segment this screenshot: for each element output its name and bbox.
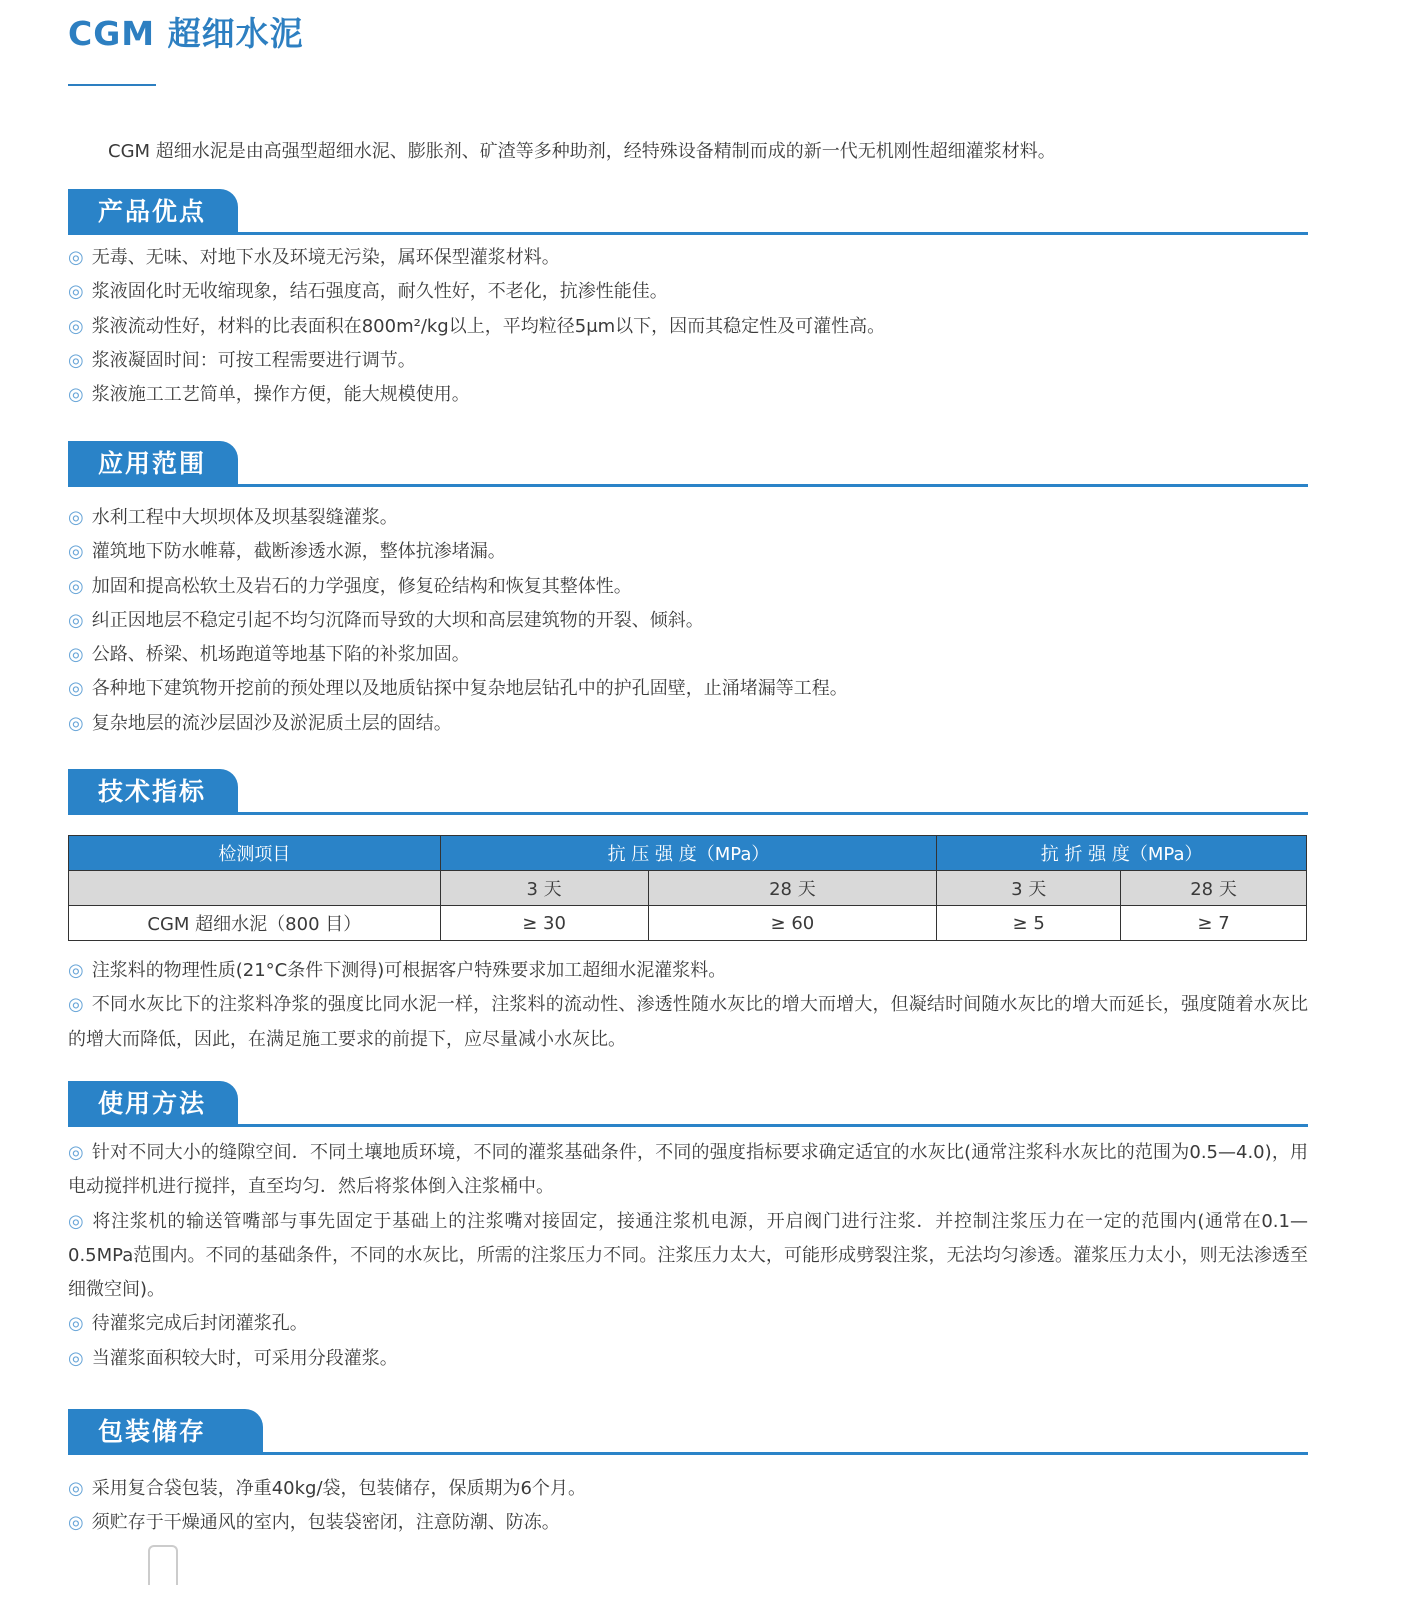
item-text: 不同水灰比下的注浆料净浆的强度比同水泥一样，注浆料的流动性、渗透性随水灰比的增大而增大，但凝结时间随水灰比的增大而延长，强度随着水灰比的增大而降低，因此，在满足施工要求的前提下，应尽量减小水灰比。 bbox=[68, 994, 1308, 1050]
item-text: 注浆料的物理性质(21°C条件下测得)可根据客户特殊要求加工超细水泥灌浆料。 bbox=[91, 960, 727, 981]
bullet-icon: ◎ bbox=[68, 1478, 84, 1499]
bullet-icon: ◎ bbox=[68, 1210, 85, 1232]
list-item bbox=[68, 1472, 1308, 1506]
sub-cell bbox=[69, 871, 441, 906]
item-text: 将注浆机的输送管嘴部与事先固定于基础上的注浆嘴对接固定，接通注浆机电源，开启阀门进行注浆．并控制注浆压力在一定的范围内(通常在0.1—0.5MPa范围内。不同的基础条件，不同的水灰比，所需的注浆压力不同。注浆压力太大，可能形成劈裂注浆，无法均匀渗透。灌浆压力太小，则无法渗透至细微空间)。 bbox=[68, 1210, 1308, 1301]
section-title: 技术指标 bbox=[68, 769, 238, 815]
bullet-icon: ◎ bbox=[68, 712, 84, 734]
bullet-icon: ◎ bbox=[68, 349, 84, 371]
list-item bbox=[68, 672, 1308, 706]
bullet-icon: ◎ bbox=[68, 541, 84, 563]
item-text: 须贮存于干燥通风的室内，包装袋密闭，注意防潮、防冻。 bbox=[91, 1512, 560, 1534]
list-item bbox=[68, 570, 1308, 604]
page-title: CGM 超细水泥 bbox=[68, 14, 304, 53]
bullet-icon: ◎ bbox=[68, 960, 84, 981]
list-item bbox=[68, 1342, 1308, 1376]
item-text: 采用复合袋包装，净重40kg/袋，包装储存，保质期为6个月。 bbox=[91, 1478, 586, 1499]
item-text: 加固和提高松软土及岩石的力学强度，修复砼结构和恢复其整体性。 bbox=[91, 575, 632, 597]
table-cell: CGM 超细水泥（800 目） bbox=[69, 906, 441, 941]
bullet-icon: ◎ bbox=[68, 384, 84, 406]
section-title: 产品优点 bbox=[68, 189, 238, 235]
table-cell: ≥ 7 bbox=[1121, 906, 1307, 941]
list-item bbox=[68, 310, 1308, 344]
list-item bbox=[68, 344, 1308, 378]
list-item bbox=[68, 378, 1308, 412]
section-specs bbox=[68, 769, 1308, 1057]
bag-icon bbox=[148, 1545, 178, 1585]
sub-cell: 28 天 bbox=[648, 871, 937, 906]
bullet-icon: ◎ bbox=[68, 315, 84, 337]
item-text: 浆液固化时无收缩现象，结石强度高，耐久性好，不老化，抗渗性能佳。 bbox=[91, 281, 668, 303]
sub-cell: 3 天 bbox=[937, 871, 1121, 906]
list-item bbox=[68, 954, 1308, 988]
item-text: 待灌浆完成后封闭灌浆孔。 bbox=[91, 1313, 308, 1335]
header-compressive: 抗 压 强 度（MPa） bbox=[440, 836, 937, 871]
section-title: 应用范围 bbox=[68, 441, 238, 487]
bullet-icon: ◎ bbox=[68, 575, 84, 597]
bullet-icon: ◎ bbox=[68, 1512, 84, 1534]
item-text: 水利工程中大坝坝体及坝基裂缝灌浆。 bbox=[91, 507, 398, 528]
bullet-icon: ◎ bbox=[68, 678, 84, 700]
bullet-icon: ◎ bbox=[68, 994, 84, 1016]
list-item bbox=[68, 1136, 1308, 1205]
item-text: 浆液凝固时间：可按工程需要进行调节。 bbox=[91, 349, 416, 371]
list-item bbox=[68, 638, 1308, 672]
item-text: 无毒、无味、对地下水及环境无污染，属环保型灌浆材料。 bbox=[91, 247, 560, 268]
table-cell: ≥ 60 bbox=[648, 906, 937, 941]
bullet-icon: ◎ bbox=[68, 1313, 84, 1335]
bullet-icon: ◎ bbox=[68, 1347, 84, 1369]
list-item bbox=[68, 241, 1308, 275]
list-item bbox=[68, 1506, 1308, 1540]
list-item bbox=[68, 988, 1308, 1057]
list-item bbox=[68, 275, 1308, 309]
item-text: 灌筑地下防水帷幕，截断渗透水源，整体抗渗堵漏。 bbox=[91, 541, 506, 563]
item-text: 浆液施工工艺简单，操作方便，能大规模使用。 bbox=[91, 384, 470, 406]
bullet-icon: ◎ bbox=[68, 281, 84, 303]
list-item bbox=[68, 1307, 1308, 1341]
item-text: 各种地下建筑物开挖前的预处理以及地质钻探中复杂地层钻孔中的护孔固壁，止涌堵漏等工程。 bbox=[91, 678, 848, 700]
section-applications bbox=[68, 441, 1308, 741]
spec-table bbox=[68, 835, 1307, 941]
table-cell: ≥ 30 bbox=[440, 906, 648, 941]
table-cell: ≥ 5 bbox=[937, 906, 1121, 941]
item-text: 浆液流动性好，材料的比表面积在800m²/kg以上，平均粒径5μm以下，因而其稳定性及可灌性高。 bbox=[91, 315, 886, 337]
list-item bbox=[68, 535, 1308, 569]
intro-text: CGM 超细水泥是由高强型超细水泥、膨胀剂、矿渣等多种助剂，经特殊设备精制而成的新一代无机刚性超细灌浆材料。 bbox=[108, 141, 1056, 162]
title-underline bbox=[68, 84, 156, 86]
section-advantages bbox=[68, 189, 1308, 412]
bullet-icon: ◎ bbox=[68, 1142, 84, 1163]
list-item bbox=[68, 707, 1308, 741]
list-item bbox=[68, 1205, 1308, 1308]
sub-cell: 28 天 bbox=[1121, 871, 1307, 906]
list-item bbox=[68, 604, 1308, 638]
item-text: 复杂地层的流沙层固沙及淤泥质土层的固结。 bbox=[91, 712, 452, 734]
bullet-icon: ◎ bbox=[68, 609, 84, 631]
item-text: 针对不同大小的缝隙空间．不同土壤地质环境，不同的灌浆基础条件，不同的强度指标要求确定适宜的水灰比(通常注浆科水灰比的范围为0.5—4.0)，用电动搅拌机进行搅拌，直至均匀．然后将浆体倒入注浆桶中。 bbox=[68, 1142, 1308, 1198]
header-flexural: 抗 折 强 度（MPa） bbox=[937, 836, 1307, 871]
item-text: 纠正因地层不稳定引起不均匀沉降而导致的大坝和高层建筑物的开裂、倾斜。 bbox=[91, 609, 704, 631]
list-item bbox=[68, 501, 1308, 535]
section-title: 使用方法 bbox=[68, 1081, 238, 1127]
bullet-icon: ◎ bbox=[68, 507, 84, 528]
bullet-icon: ◎ bbox=[68, 644, 84, 666]
sub-cell: 3 天 bbox=[440, 871, 648, 906]
section-usage bbox=[68, 1081, 1308, 1376]
section-packaging bbox=[68, 1409, 1308, 1541]
item-text: 公路、桥梁、机场跑道等地基下陷的补浆加固。 bbox=[91, 644, 470, 666]
bullet-icon: ◎ bbox=[68, 247, 84, 268]
header-test-item: 检测项目 bbox=[69, 836, 441, 871]
section-title: 包装储存 bbox=[68, 1409, 263, 1455]
item-text: 当灌浆面积较大时，可采用分段灌浆。 bbox=[91, 1347, 398, 1369]
